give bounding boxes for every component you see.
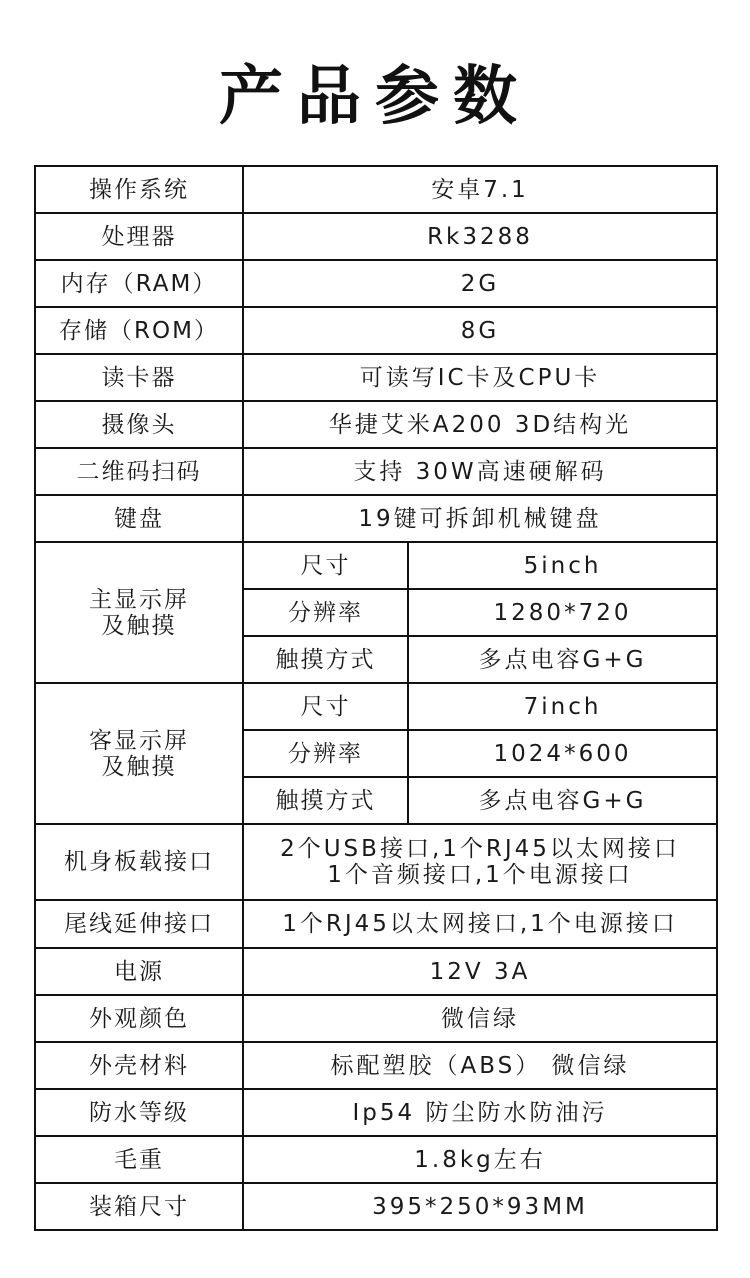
- table-row: [35, 401, 717, 448]
- sub-value: 1024*600: [408, 730, 717, 777]
- sub-label: 尺寸: [243, 542, 408, 589]
- row-label: 键盘: [35, 495, 243, 542]
- table-row: [35, 900, 717, 948]
- row-value: 华捷艾米A200 3D结构光: [243, 401, 717, 448]
- sub-value: 多点电容G+G: [408, 636, 717, 683]
- row-label: 机身板载接口: [35, 824, 243, 900]
- row-label: 尾线延伸接口: [35, 900, 243, 948]
- row-label: 处理器: [35, 213, 243, 260]
- row-label: 内存（RAM）: [35, 260, 243, 307]
- main-display-label-line2: 及触摸: [101, 612, 177, 639]
- row-value: 2G: [243, 260, 717, 307]
- row-value: 8G: [243, 307, 717, 354]
- row-value: 可读写IC卡及CPU卡: [243, 354, 717, 401]
- row-label: 装箱尺寸: [35, 1183, 243, 1230]
- row-value: Rk3288: [243, 213, 717, 260]
- row-label: 操作系统: [35, 166, 243, 213]
- table-row: [35, 307, 717, 354]
- row-value: 19键可拆卸机械键盘: [243, 495, 717, 542]
- table-row: [35, 948, 717, 995]
- table-row: [35, 824, 717, 900]
- row-value: 1.8kg左右: [243, 1136, 717, 1183]
- table-row: [35, 995, 717, 1042]
- row-label: 电源: [35, 948, 243, 995]
- table-row: [35, 683, 717, 730]
- row-label: 外壳材料: [35, 1042, 243, 1089]
- row-label: 二维码扫码: [35, 448, 243, 495]
- table-row: [35, 260, 717, 307]
- row-value: 1个RJ45以太网接口,1个电源接口: [243, 900, 717, 948]
- row-value: 12V 3A: [243, 948, 717, 995]
- row-label: 外观颜色: [35, 995, 243, 1042]
- row-label: 存储（ROM）: [35, 307, 243, 354]
- table-row: [35, 542, 717, 589]
- sub-label: 尺寸: [243, 683, 408, 730]
- sub-label: 触摸方式: [243, 777, 408, 824]
- board-ports-line1: 2个USB接口,1个RJ45以太网接口: [280, 836, 680, 862]
- customer-display-label-line2: 及触摸: [101, 753, 177, 780]
- row-label: 读卡器: [35, 354, 243, 401]
- row-label: 防水等级: [35, 1089, 243, 1136]
- row-label: 毛重: [35, 1136, 243, 1183]
- sub-value: 5inch: [408, 542, 717, 589]
- board-ports-line2: 1个音频接口,1个电源接口: [327, 862, 633, 888]
- table-row: [35, 354, 717, 401]
- row-value: 标配塑胶（ABS） 微信绿: [243, 1042, 717, 1089]
- customer-display-label-line1: 客显示屏: [89, 727, 189, 754]
- row-value: 395*250*93MM: [243, 1183, 717, 1230]
- main-display-label-line1: 主显示屏: [89, 586, 189, 613]
- row-value: 安卓7.1: [243, 166, 717, 213]
- spec-table: [34, 165, 718, 1231]
- table-row: [35, 1042, 717, 1089]
- table-row: [35, 448, 717, 495]
- sub-label: 分辨率: [243, 589, 408, 636]
- customer-display-label: [35, 683, 243, 824]
- sub-value: 7inch: [408, 683, 717, 730]
- table-row: [35, 166, 717, 213]
- row-label: 摄像头: [35, 401, 243, 448]
- sub-label: 触摸方式: [243, 636, 408, 683]
- sub-label: 分辨率: [243, 730, 408, 777]
- sub-value: 多点电容G+G: [408, 777, 717, 824]
- sub-value: 1280*720: [408, 589, 717, 636]
- row-value: Ip54 防尘防水防油污: [243, 1089, 717, 1136]
- table-row: [35, 1183, 717, 1230]
- table-row: [35, 495, 717, 542]
- table-row: [35, 213, 717, 260]
- row-value: [243, 824, 717, 900]
- row-value: 支持 30W高速硬解码: [243, 448, 717, 495]
- main-display-label: [35, 542, 243, 683]
- page-title: 产品参数: [219, 59, 531, 134]
- table-row: [35, 1136, 717, 1183]
- row-value: 微信绿: [243, 995, 717, 1042]
- table-row: [35, 1089, 717, 1136]
